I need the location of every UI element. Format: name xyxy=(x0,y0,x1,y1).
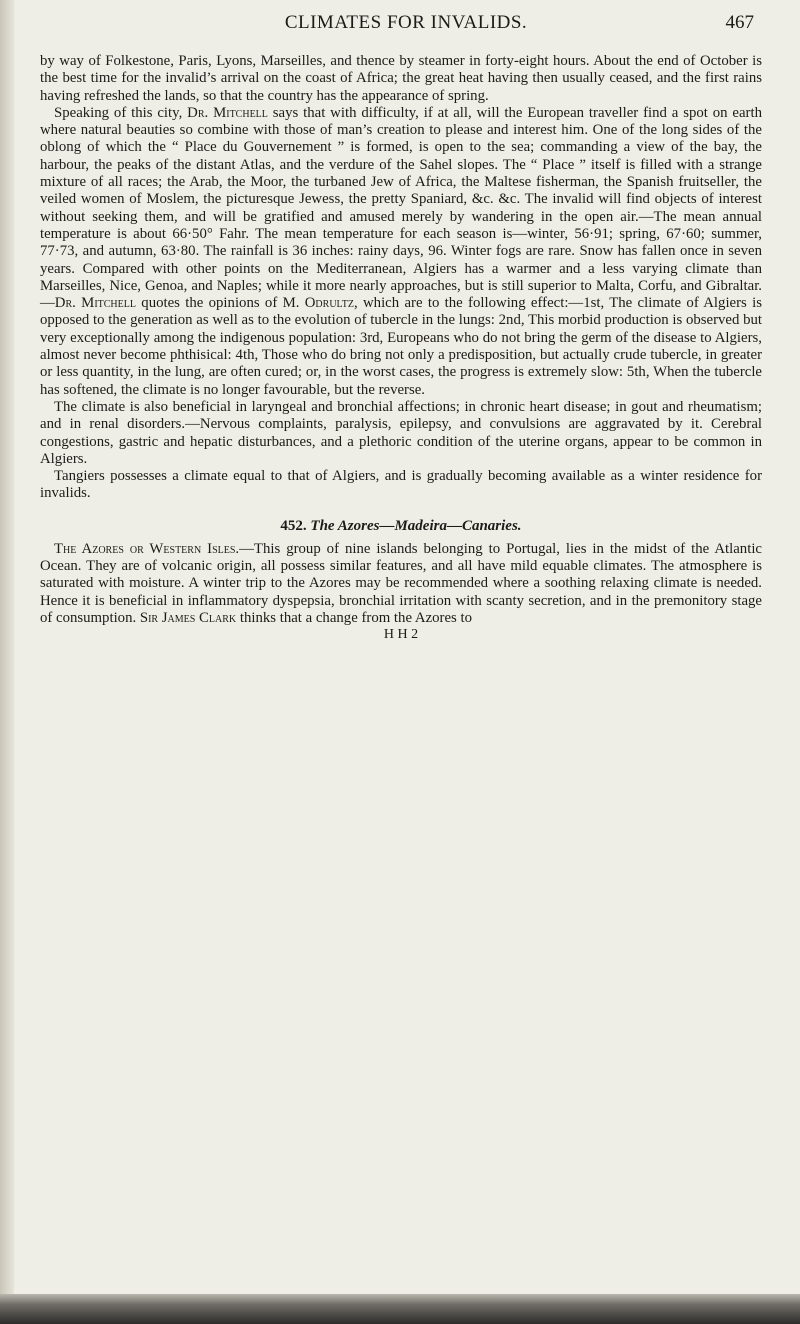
text-run: says that with difficulty, if at all, will the European traveller find a spot on earth where natural beauties so combine with those of man’s creation to please and interest him. One of the long sides of the oblong of which the “ Place du Gouvernement ” is formed, is open to the sea; commanding a view of the bay, the harbour, the peaks of the distant Atlas, and the verdure of the Sahel slopes. The “ Place ” itself is filled with a strange mixture of all races; the Arab, the Moor, the turbaned Jew of Africa, the Maltese fisherman, the Spanish fruitseller, the veiled women of Moslem, the picturesque Jewess, the pretty Spaniard, &c. &c. The invalid will find objects of interest without seeking them, and will be gratified and amused merely by wandering in the open air.—The mean annual temperature is about 66·50° Fahr. The mean temperature for each season is—winter, 56·91; spring, 67·60; summer, 77·73, and autumn, 63·80. The rainfall is 36 inches: rainy days, 96. Winter fogs are rare. Snow has fallen once in seven years. Compared with other points on the Mediterranean, Algiers has a warmer and a less varying climate than Marseilles, Nice, Genoa, and Naples; while it more nearly approaches, but is still superior to Malta, Corfu, and Gibraltar.— xyxy=(40,104,762,312)
paragraph-beneficial-affections xyxy=(40,399,762,468)
paragraph-tangiers xyxy=(40,468,762,503)
text-run: .—This group of nine islands belonging to Portugal, lies in the midst of the Atlantic Ocean. They are of volcanic origin, all possess similar features, and all have mild equable climates. The atmosphere is saturated with moisture. A winter trip to the Azores may be recommended where a soothing relaxing climate is needed. Hence it is beneficial in inflammatory dyspepsia, bronchial irritation with scanty secretion, and in the premonitory stage of consumption. xyxy=(40,540,762,626)
text-run: The climate is also beneficial in laryngeal and bronchial affections; in chronic heart disease; in gout and rheumatism; and in renal disorders.—Nervous complaints, paralysis, epilepsy, and convulsions are aggravated by it. Cerebral congestions, gastric and hepatic disturbances, and a plethoric condition of the uterine organs, appear to be common in Algiers. xyxy=(40,398,762,467)
running-head: CLIMATES FOR INVALIDS. xyxy=(284,12,528,33)
text-run: quotes the opinions of xyxy=(135,295,283,312)
text-run: Tangiers possesses a climate equal to that of Algiers, and is gradually becoming available as a winter residence for invalids. xyxy=(40,468,762,502)
printer-signature-mark: H H 2 xyxy=(383,627,419,643)
page-bottom-edge xyxy=(0,1294,800,1324)
text-run: , which are to the following effect:—1st, The climate of Algiers is opposed to the generation as well as to the evolution of tubercle in the lungs: 2nd, This morbid production is observed but very exceptionally among the indigenous population: 3rd, Europeans who do not bring the germ of the disease to Algiers, almost never become phthisical: 4th, Those who do bring not only a predisposition, but actually crude tubercle, in greater or less quantity, in the lung, are often cured; or, in the worst cases, the progress is extremely slow: 5th, When the tubercle has softened, the climate is no longer favourable, but the reverse. xyxy=(40,295,762,398)
author-name: Dr. Mitchell xyxy=(54,295,136,312)
text-run: Speaking of this city, xyxy=(54,104,188,121)
text-run: by way of Folkestone, Paris, Lyons, Marseilles, and thence by steamer in forty-eight hours. About the end of October is the best time for the invalid’s arrival on the coast of Africa; the great heat having then usually ceased, and the first rains having refreshed the lands, so that the country has the appearance of spring. xyxy=(40,53,762,104)
page-number: 467 xyxy=(725,12,754,33)
lead-in-term: The Azores or Western Isles xyxy=(54,540,236,557)
paragraph-azores xyxy=(40,541,762,627)
section-number: 452. xyxy=(280,517,307,534)
paragraph-travel-route xyxy=(40,53,762,105)
page-header xyxy=(40,12,772,38)
section-heading xyxy=(40,517,762,535)
paragraph-algiers-description xyxy=(40,105,762,399)
author-name: Sir James Clark xyxy=(139,609,237,626)
page-binding-shadow xyxy=(0,0,14,1324)
author-name: Dr. Mitchell xyxy=(187,104,268,121)
section-title: The Azores—Madeira—Canaries. xyxy=(310,517,522,534)
author-name: M. Odrultz xyxy=(282,295,354,312)
text-run: thinks that a change from the Azores to xyxy=(236,609,473,626)
page-body xyxy=(40,53,762,643)
